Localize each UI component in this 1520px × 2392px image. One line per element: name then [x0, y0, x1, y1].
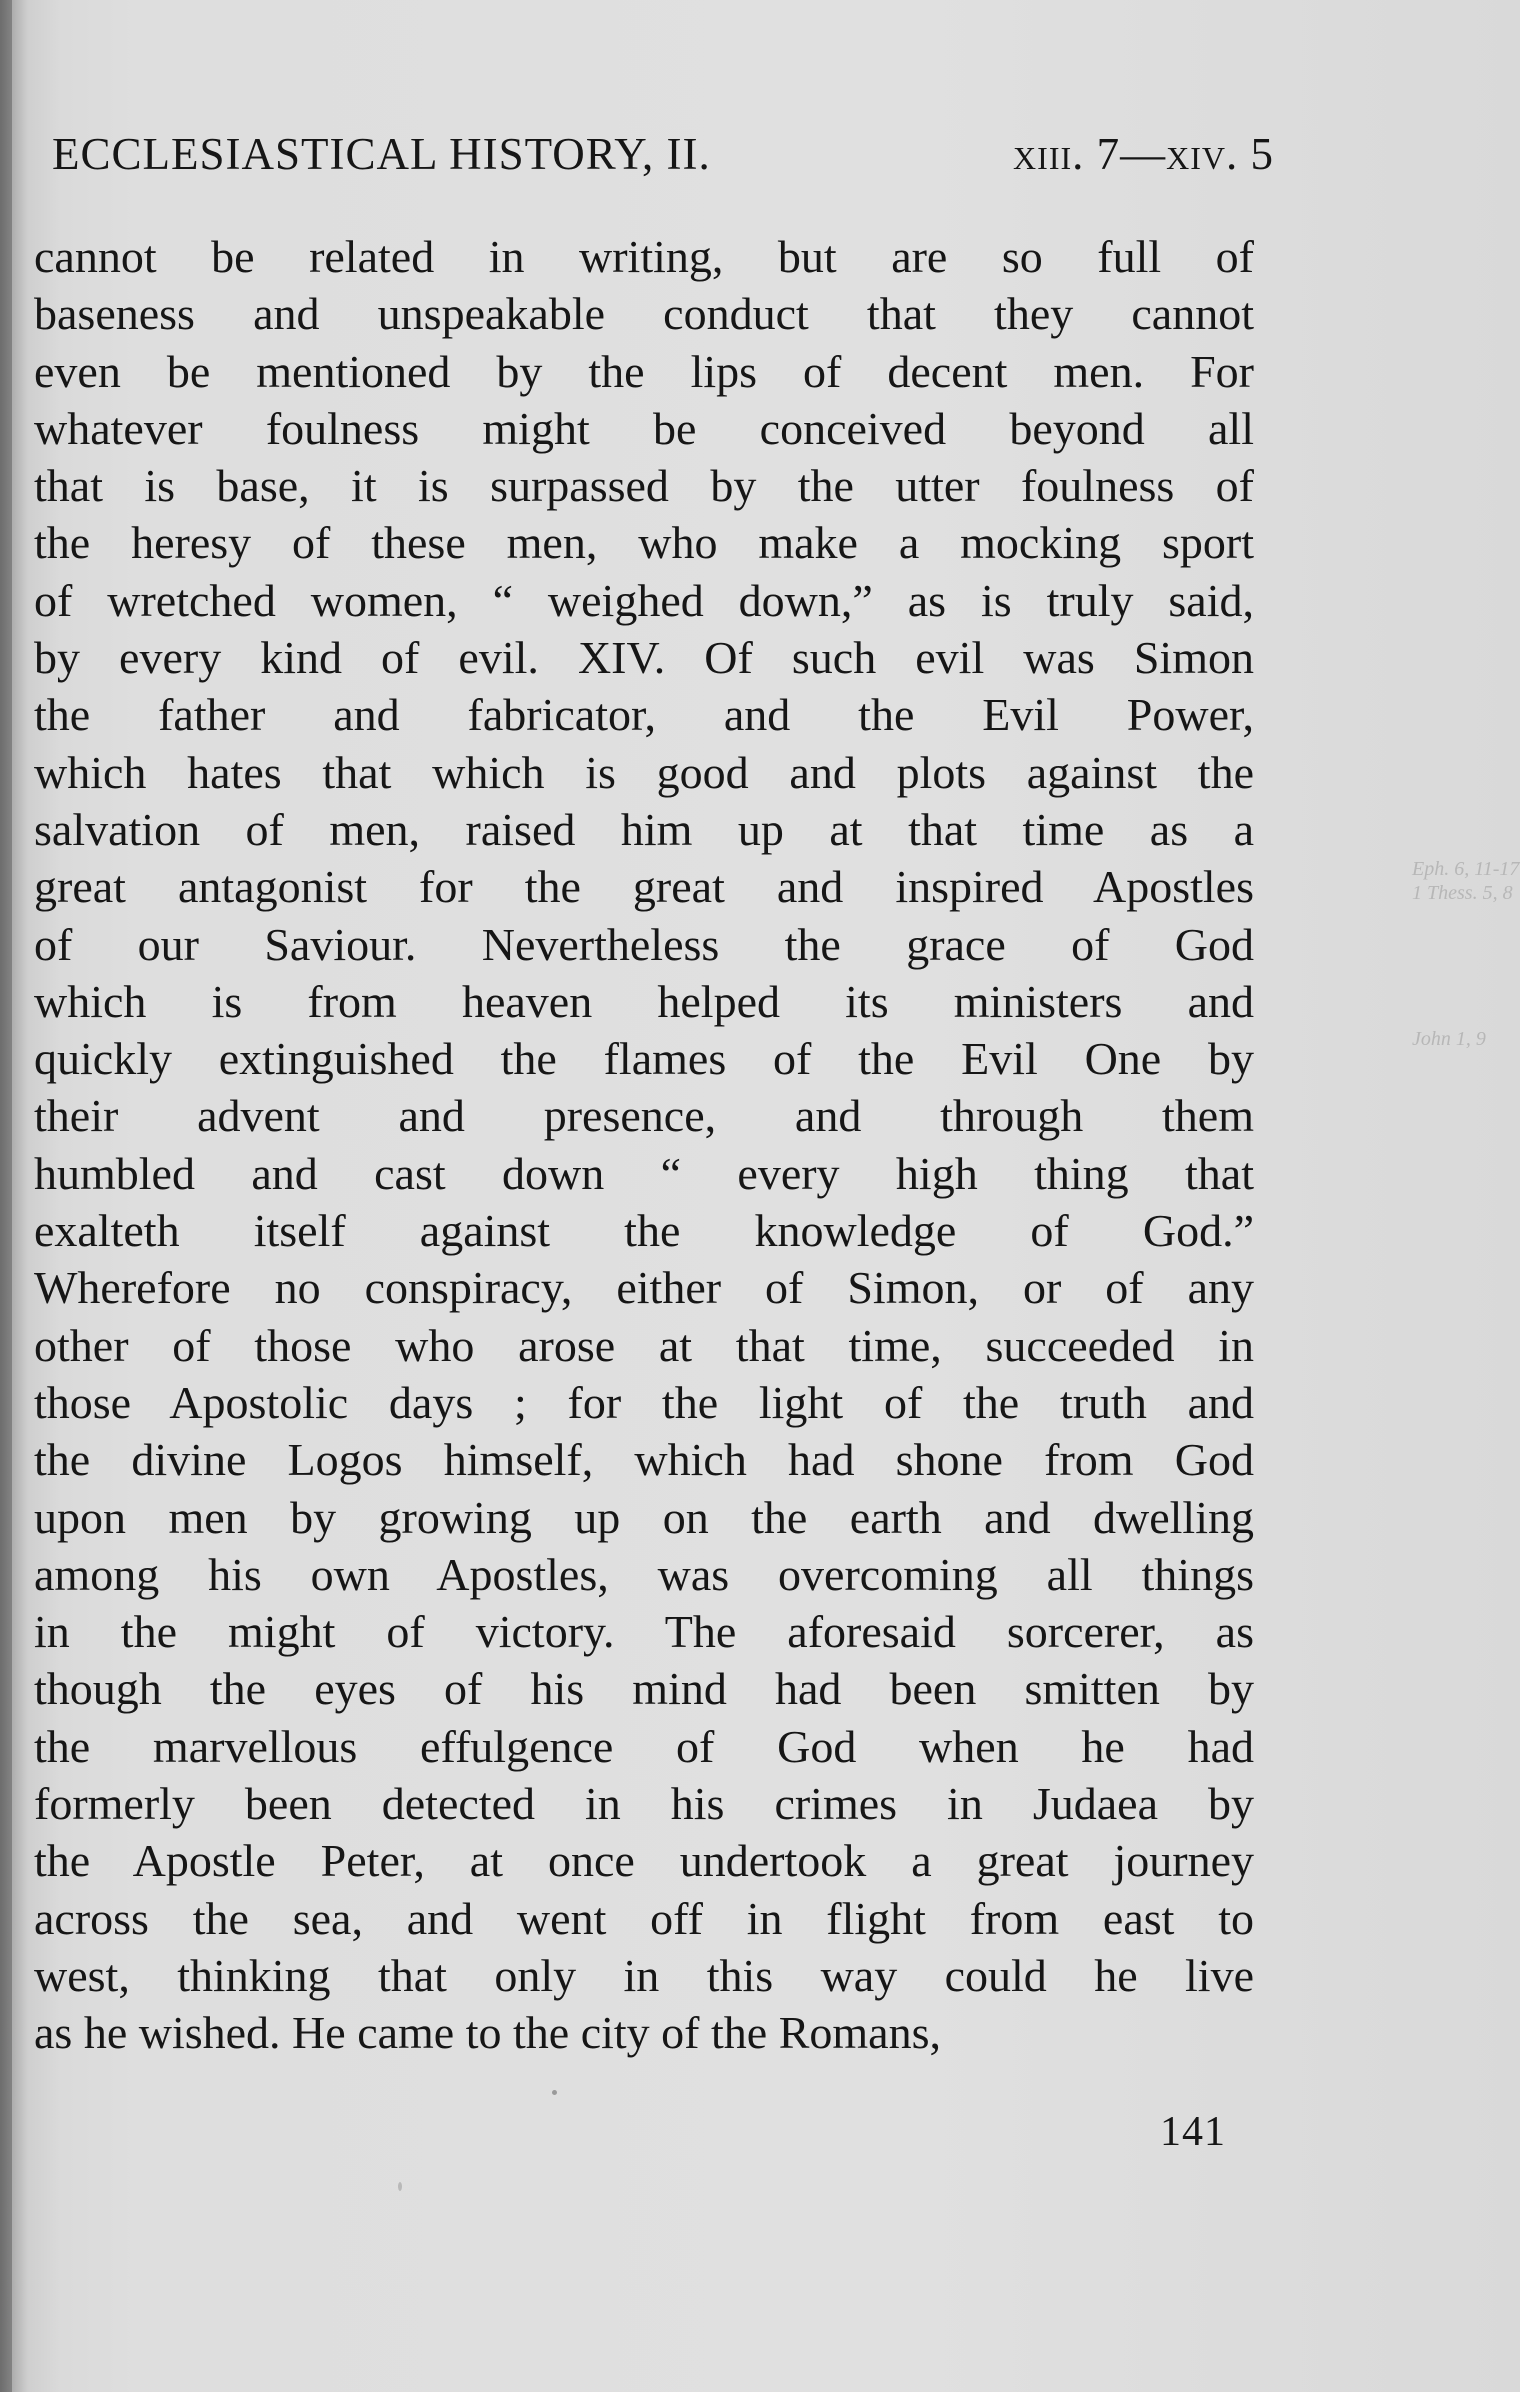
text-line: their advent and presence, and through them [34, 1090, 1254, 1142]
text-line: upon men by growing up on the earth and dwelling [34, 1491, 1254, 1543]
running-header [52, 128, 1274, 188]
text-line: baseness and unspeakable conduct that they cannot [34, 288, 1254, 340]
text-line: exalteth itself against the knowledge of God.” [34, 1205, 1254, 1257]
text-line: cannot be related in writing, but are so full of [34, 231, 1254, 282]
text-line: even be mentioned by the lips of decent men. For [34, 345, 1254, 397]
text-line: which is from heaven helped its ministers and [34, 975, 1254, 1027]
text-line: which hates that which is good and plots against the [34, 746, 1254, 798]
text-line: whatever foulness might be conceived beyond all [34, 402, 1254, 454]
margin-note: 1 Thess. 5, 8 [1412, 882, 1513, 904]
text-line: the divine Logos himself, which had shone from God [34, 1434, 1254, 1486]
text-line: though the eyes of his mind had been smitten by [34, 1663, 1254, 1715]
print-speck [398, 2182, 402, 2191]
margin-note: Eph. 6, 11-17 [1412, 858, 1520, 880]
running-title: ECCLESIASTICAL HISTORY, II. [52, 129, 711, 179]
text-line: quickly extinguished the flames of the Evil One by [34, 1033, 1254, 1085]
text-line: the Apostle Peter, at once undertook a great journey [34, 1835, 1254, 1887]
text-line: west, thinking that only in this way could he live [34, 1949, 1254, 2001]
text-line: the marvellous effulgence of God when he had [34, 1720, 1254, 1772]
print-speck [552, 2090, 557, 2095]
text-line: other of those who arose at that time, succeeded in [34, 1319, 1254, 1371]
text-line: across the sea, and went off in flight from east to [34, 1892, 1254, 1944]
text-line: the heresy of these men, who make a mocking sport [34, 517, 1254, 569]
text-line: that is base, it is surpassed by the utter foulness of [34, 460, 1254, 512]
text-line: by every kind of evil. XIV. Of such evil was Simon [34, 632, 1254, 684]
body-text [34, 228, 1254, 2062]
text-line: great antagonist for the great and inspired Apostles [34, 861, 1254, 913]
text-line: Wherefore no conspiracy, either of Simon, or of any [34, 1262, 1254, 1314]
text-line: as he wished. He came to the city of the Romans, [34, 2007, 941, 2059]
spine-shadow [0, 0, 12, 2392]
text-line: in the might of victory. The aforesaid sorcerer, as [34, 1606, 1254, 1658]
text-line: humbled and cast down “ every high thing that [34, 1147, 1254, 1199]
text-line: of our Saviour. Nevertheless the grace of God [34, 918, 1254, 970]
text-line: salvation of men, raised him up at that time as a [34, 803, 1254, 855]
section-reference: xiii. 7—xiv. 5 [1013, 129, 1274, 179]
text-line: formerly been detected in his crimes in Judaea by [34, 1778, 1254, 1830]
text-line: of wretched women, “ weighed down,” as is truly said, [34, 574, 1254, 626]
page-number: 141 [1160, 2109, 1226, 2155]
text-line: those Apostolic days ; for the light of the truth and [34, 1376, 1254, 1428]
text-line: the father and fabricator, and the Evil Power, [34, 689, 1254, 741]
margin-note: John 1, 9 [1412, 1028, 1486, 1050]
text-line: among his own Apostles, was overcoming all things [34, 1548, 1254, 1600]
